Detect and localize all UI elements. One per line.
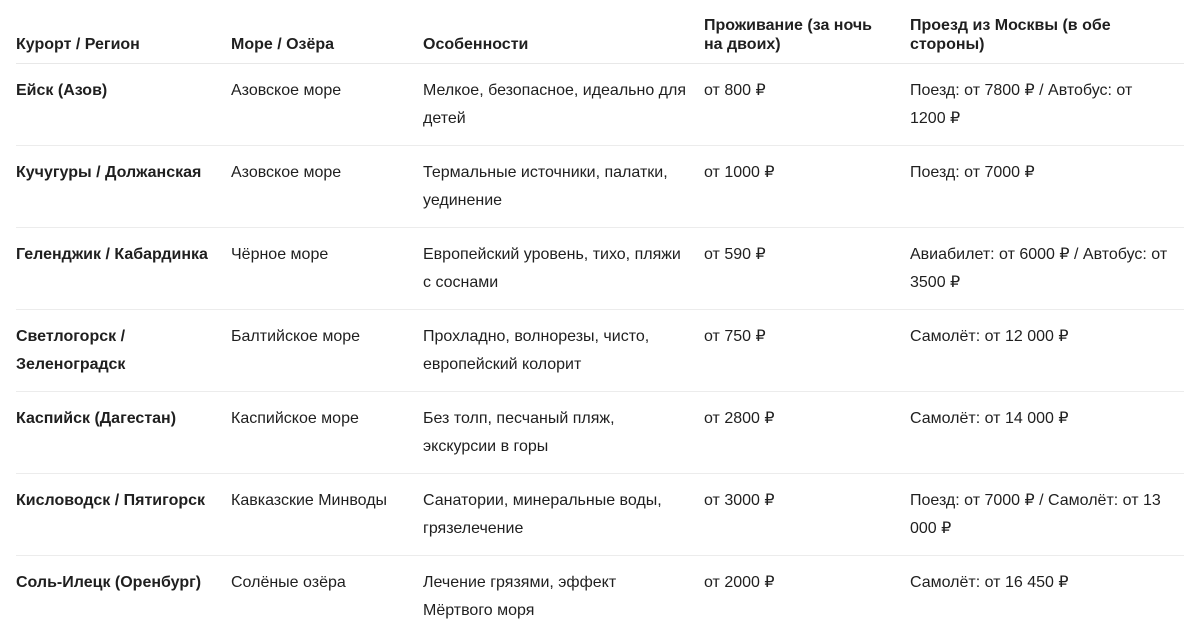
cell-accommodation: от 2000 ₽ (704, 574, 775, 591)
table-header (16, 0, 1184, 64)
header-row (16, 0, 1184, 64)
cell-accommodation: от 3000 ₽ (704, 474, 910, 556)
cell-accommodation: от 590 ₽ (704, 228, 910, 310)
cell-travel: Поезд: от 7800 ₽ / Автобус: от 1200 ₽ (910, 64, 1184, 146)
cell-features: Лечение грязями, эффект Мёртвого моря (423, 574, 617, 619)
cell-accommodation: от 750 ₽ (704, 310, 910, 392)
cell-resort: Светлогорск / Зеленоградск (16, 310, 231, 392)
cell-travel: Авиабилет: от 6000 ₽ / Автобус: от 3500 ₽ (910, 228, 1184, 310)
cell-resort: Геленджик / Кабардинка (16, 228, 231, 310)
cell-sea: Балтийское море (231, 310, 423, 392)
cell-sea: Азовское море (231, 146, 423, 228)
header-travel: Проезд из Москвы (в обе стороны) (910, 0, 1184, 64)
table-row (16, 556, 1184, 638)
cell-accommodation: от 800 ₽ (704, 64, 910, 146)
cell-sea: Чёрное море (231, 228, 423, 310)
cell-accommodation: от 1000 ₽ (704, 146, 910, 228)
header-features: Особенности (423, 0, 704, 64)
cell-travel: Поезд: от 7000 ₽ / Самолёт: от 13 000 ₽ (910, 474, 1184, 556)
cell-features: Европейский уровень, тихо, пляжи с соснами (423, 228, 704, 310)
table-row (16, 64, 1184, 146)
cell-features: Без толп, песчаный пляж, экскурсии в горы (423, 392, 704, 474)
table-body (16, 64, 1184, 638)
cell-travel: Самолёт: от 14 000 ₽ (910, 392, 1184, 474)
header-sea: Море / Озёра (231, 0, 423, 64)
table-row (16, 474, 1184, 556)
cell-travel: Поезд: от 7000 ₽ (910, 146, 1184, 228)
header-resort: Курорт / Регион (16, 0, 231, 64)
resorts-table-container (16, 0, 1184, 637)
cell-sea: Каспийское море (231, 392, 423, 474)
cell-sea: Кавказские Минводы (231, 474, 423, 556)
cell-features: Санатории, минеральные воды, грязелечение (423, 474, 704, 556)
resorts-table (16, 0, 1184, 637)
cell-resort: Соль-Илецк (Оренбург) (16, 574, 202, 591)
table-row (16, 228, 1184, 310)
cell-resort: Кисловодск / Пятигорск (16, 474, 231, 556)
cell-accommodation: от 2800 ₽ (704, 392, 910, 474)
cell-features: Мелкое, безопасное, идеально для детей (423, 64, 704, 146)
table-row (16, 392, 1184, 474)
table-row (16, 146, 1184, 228)
cell-travel: Самолёт: от 16 450 ₽ (910, 574, 1069, 591)
cell-sea: Солёные озёра (231, 574, 346, 591)
cell-travel: Самолёт: от 12 000 ₽ (910, 310, 1184, 392)
cell-resort: Кучугуры / Должанская (16, 146, 231, 228)
table-row (16, 310, 1184, 392)
cell-features: Прохладно, волнорезы, чисто, европейский колорит (423, 310, 704, 392)
header-accommodation: Проживание (за ночь на двоих) (704, 0, 910, 64)
cell-sea: Азовское море (231, 64, 423, 146)
cell-resort: Ейск (Азов) (16, 64, 231, 146)
cell-features: Термальные источники, палатки, уединение (423, 146, 704, 228)
cell-resort: Каспийск (Дагестан) (16, 392, 231, 474)
